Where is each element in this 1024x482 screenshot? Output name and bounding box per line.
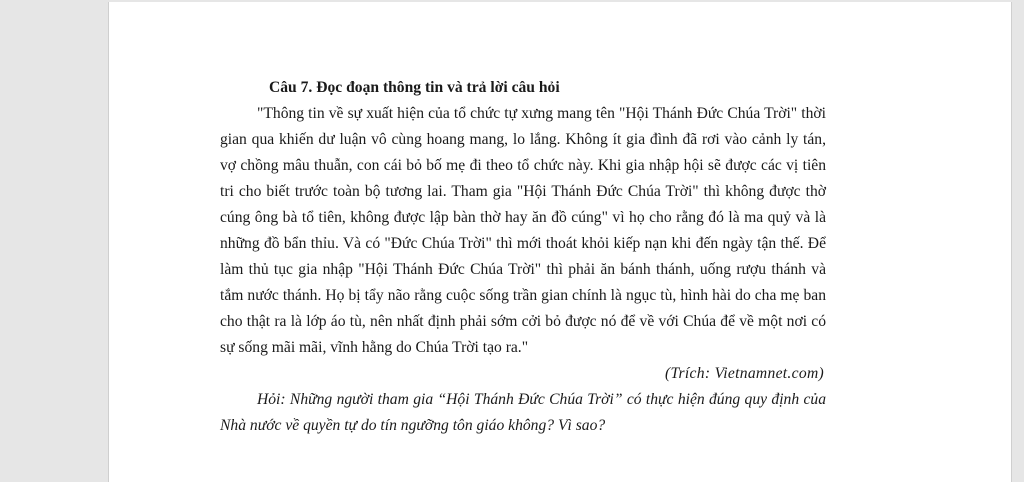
source-citation: (Trích: Vietnamnet.com)	[664, 365, 824, 382]
document-content	[220, 75, 826, 439]
document-page	[108, 2, 1012, 482]
passage-text: "Thông tin về sự xuất hiện của tổ chức tự xưng mang tên "Hội Thánh Đức Chúa Trời" thời gian qua khiến dư luận vô cùng hoang mang, lo lắng. Không ít gia đình đã rơi vào cảnh ly tán, vợ chồng mâu thuẫn, con cái bỏ bố mẹ đi theo tổ chức này. Khi gia nhập hội sẽ được các vị tiên tri cho biết trước toàn bộ tương lai. Tham gia "Hội Thánh Đức Chúa Trời" thì không được thờ cúng ông bà tổ tiên, không được lập bàn thờ hay ăn đồ cúng" vì họ cho rằng đó là ma quỷ và là những đồ bẩn thỉu. Và có "Đức Chúa Trời" thì mới thoát khỏi kiếp nạn khi đến ngày tận thế. Để làm thủ tục gia nhập "Hội Thánh Đức Chúa Trời" thì phải ăn bánh thánh, uống rượu thánh và tắm nước thánh. Họ bị tẩy não rằng cuộc sống trần gian chính là ngục tù, hình hài do cha mẹ ban cho thật ra là lớp áo tù, nên nhất định phải sớm cởi bỏ được nó để về với Chúa để về một nơi có sự sống mãi mãi, vĩnh hằng do Chúa Trời tạo ra."	[220, 105, 826, 356]
question-heading: Câu 7. Đọc đoạn thông tin và trả lời câu hỏi	[269, 79, 560, 96]
question-text: Hỏi: Những người tham gia “Hội Thánh Đức Chúa Trời” có thực hiện đúng quy định của Nhà nước về quyền tự do tín ngưỡng tôn giáo không? Vì sao?	[220, 391, 826, 434]
